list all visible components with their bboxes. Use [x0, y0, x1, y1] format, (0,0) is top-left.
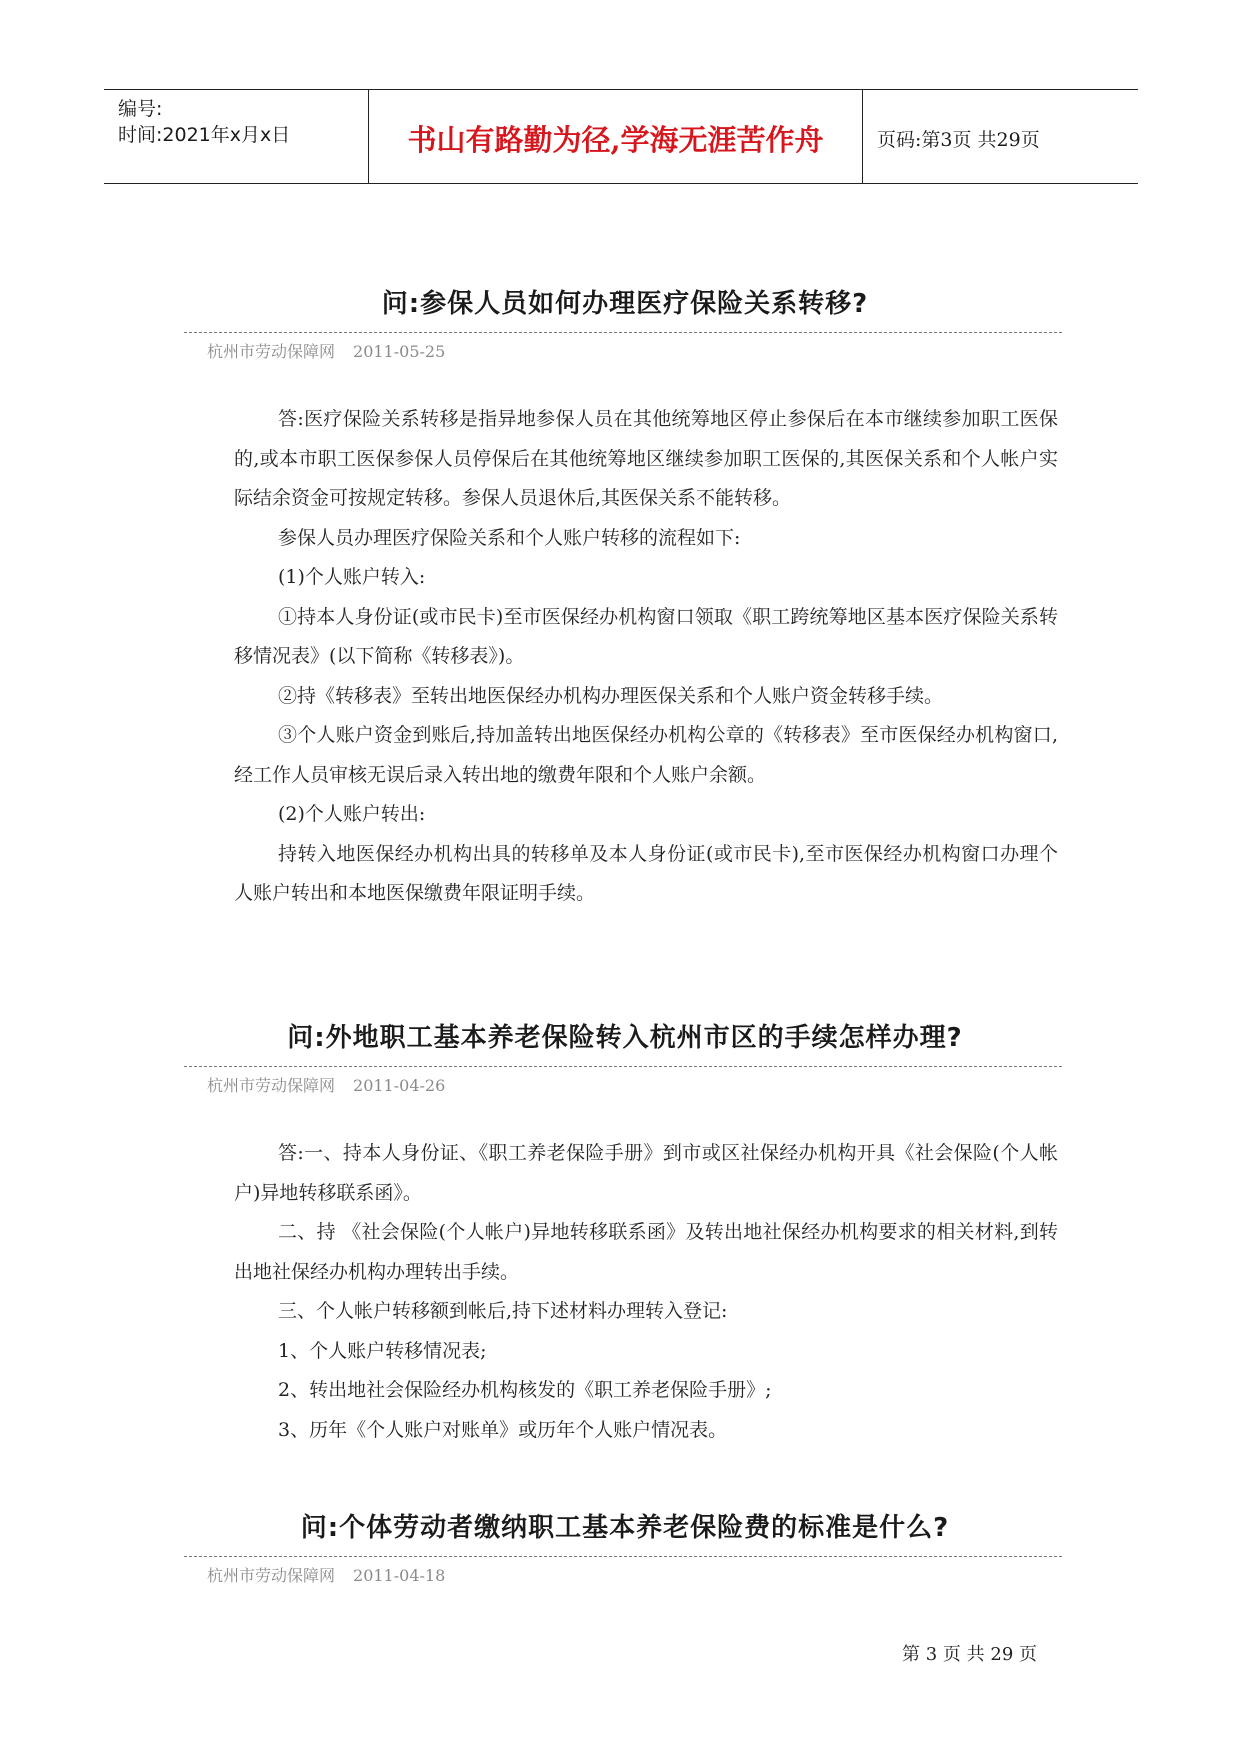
page-code-current: 3 [940, 129, 953, 151]
article-2-body [234, 1134, 1058, 1450]
header-info-cell [104, 90, 369, 183]
article-3-source: 杭州市劳动保障网 [207, 1566, 336, 1585]
article-3-title: 问:个体劳动者缴纳职工基本养老保险费的标准是什么? [300, 1513, 950, 1543]
article-2-paragraph: 二、持 《社会保险(个人帐户)异地转移联系函》及转出地社保经办机构要求的相关材料,到转出地社保经办机构办理转出手续。 [234, 1221, 1058, 1283]
number-label: 编号: [118, 98, 163, 120]
page-header [104, 89, 1138, 184]
page-code-suffix: 页 [1020, 129, 1040, 151]
footer-total: 29 [990, 1644, 1014, 1665]
footer-suffix: 页 [1019, 1644, 1038, 1665]
article-3-date: 2011-04-18 [353, 1566, 446, 1585]
article-1-paragraph: 答:医疗保险关系转移是指异地参保人员在其他统筹地区停止参保后在本市继续参加职工医保的,或本市职工医保参保人员停保后在其他统筹地区继续参加职工医保的,其医保关系和个人帐户实际结余资金可按规定转移。参保人员退休后,其医保关系不能转移。 [234, 408, 1058, 509]
article-2-title: 问:外地职工基本养老保险转入杭州市区的手续怎样办理? [287, 1023, 963, 1053]
article-1-date: 2011-05-25 [353, 342, 446, 361]
article-2-source: 杭州市劳动保障网 [207, 1076, 336, 1095]
article-1-paragraph: ①持本人身份证(或市民卡)至市医保经办机构窗口领取《职工跨统筹地区基本医疗保险关系转移情况表》(以下简称《转移表》)。 [234, 605, 1058, 667]
time-label: 时间:2021年x月x日 [118, 124, 291, 146]
page-footer [902, 1640, 1037, 1666]
article-2-meta [207, 1073, 445, 1096]
page-code [877, 125, 1040, 152]
article-1-paragraph: 参保人员办理医疗保险关系和个人账户转移的流程如下: [278, 526, 741, 549]
article-1-paragraph: ②持《转移表》至转出地医保经办机构办理医保关系和个人账户资金转移手续。 [278, 684, 944, 707]
footer-current: 3 [925, 1644, 938, 1665]
footer-mid: 页 共 [942, 1644, 985, 1665]
article-1-paragraph: (1)个人账户转入: [278, 566, 426, 588]
article-2-paragraph: 2、转出地社会保险经办机构核发的《职工养老保险手册》; [278, 1379, 772, 1401]
article-1-paragraph: 持转入地医保经办机构出具的转移单及本人身份证(或市民卡),至市医保经办机构窗口办理个人账户转出和本地医保缴费年限证明手续。 [234, 842, 1058, 904]
article-3-meta [207, 1563, 445, 1586]
article-2-paragraph: 3、历年《个人账户对账单》或历年个人账户情况表。 [278, 1418, 728, 1441]
header-motto-cell [369, 90, 863, 183]
footer-prefix: 第 [902, 1644, 920, 1665]
page-code-mid: 页 共 [952, 129, 997, 151]
article-2-paragraph: 1、个人账户转移情况表; [278, 1339, 487, 1362]
article-1-source: 杭州市劳动保障网 [207, 342, 336, 361]
article-1-meta [207, 339, 445, 362]
article-1-paragraph: (2)个人账户转出: [278, 803, 426, 825]
article-2-paragraph: 三、个人帐户转移额到帐后,持下述材料办理转入登记: [278, 1300, 728, 1322]
article-1-body [234, 400, 1058, 914]
motto: 书山有路勤为径,学海无涯苦作舟 [407, 123, 824, 157]
page-code-prefix: 页码:第 [877, 129, 941, 151]
article-1-paragraph: ③个人账户资金到账后,持加盖转出地医保经办机构公章的《转移表》至市医保经办机构窗口,经工作人员审核无误后录入转出地的缴费年限和个人账户余额。 [234, 724, 1058, 786]
article-3-divider [184, 1556, 1062, 1557]
header-page-cell [863, 90, 1138, 183]
article-2-paragraph: 答:一、持本人身份证、《职工养老保险手册》到市或区社保经办机构开具《社会保险(个人帐户)异地转移联系函》。 [234, 1142, 1058, 1204]
article-2-divider [184, 1066, 1062, 1067]
article-1-divider [184, 332, 1062, 333]
article-1-title: 问:参保人员如何办理医疗保险关系转移? [381, 289, 869, 319]
article-2-date: 2011-04-26 [353, 1076, 446, 1095]
page-code-total: 29 [996, 129, 1021, 151]
